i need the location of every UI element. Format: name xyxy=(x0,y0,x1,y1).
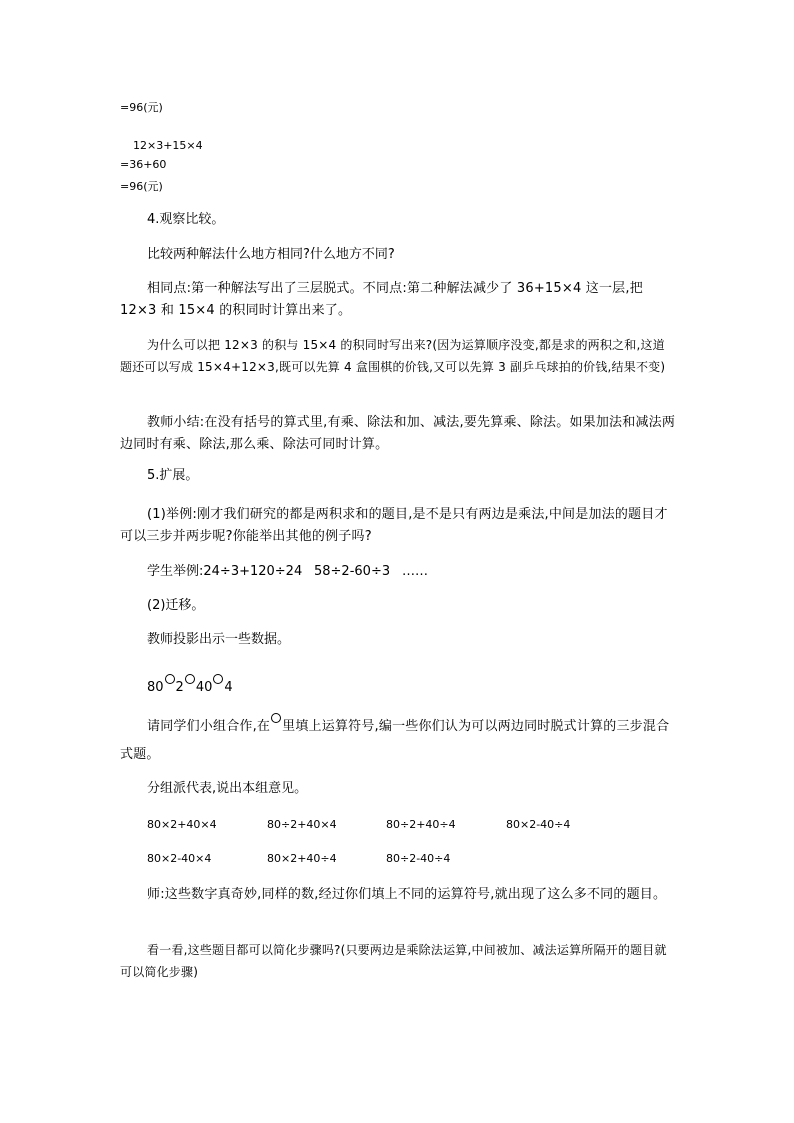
blank-circle-icon xyxy=(165,674,175,684)
expression-item: 80×2-40×4 xyxy=(147,852,212,865)
why-question: 为什么可以把 12×3 的积与 15×4 的积同时写出来?(因为运算顺序没变,都是求的两积之和,这道题还可以写成 15×4+12×3,既可以先算 4 盒围棋的价钱,又可以先算 3 副乒乓球拍的价钱,结果不变) xyxy=(120,338,666,374)
final-question: 看一看,这些题目都可以简化步骤吗?(只要两边是乘除法运算,中间被加、减法运算所隔开的题目就可以简化步骤) xyxy=(120,943,667,979)
teacher-remark: 师:这些数字真奇妙,同样的数,经过你们填上不同的运算符号,就出现了这么多不同的题目。 xyxy=(147,887,667,902)
blank-circle-icon xyxy=(271,713,281,723)
compare-answer: 相同点:第一种解法写出了三层脱式。不同点:第二种解法减少了 36+15×4 这一层,把 12×3 和 15×4 的积同时计算出来了。 xyxy=(120,281,643,318)
projection-text: 教师投影出示一些数据。 xyxy=(147,632,291,647)
expression-row-1 xyxy=(0,817,794,833)
expression-item: 80×2+40×4 xyxy=(147,818,217,831)
expression-item: 80÷2-40÷4 xyxy=(386,852,451,865)
calc-line-3: =36+60 xyxy=(120,158,167,171)
number-2: 2 xyxy=(175,680,184,695)
blank-circle-icon xyxy=(185,674,195,684)
calc-line-4: =96(元) xyxy=(120,180,163,193)
section-5-heading: 5.扩展。 xyxy=(147,468,199,483)
student-example-2: 58÷2-60÷3 xyxy=(314,564,391,579)
calc-line-2: 12×3+15×4 xyxy=(133,139,203,152)
transfer-heading: (2)迁移。 xyxy=(147,598,205,613)
expression-item: 80×2-40÷4 xyxy=(506,818,571,831)
blank-circle-icon xyxy=(213,674,223,684)
number-sequence xyxy=(147,674,233,696)
teacher-summary: 教师小结:在没有括号的算式里,有乘、除法和加、减法,要先算乘、除法。如果加法和减法两边同时有乘、除法,那么乘、除法可同时计算。 xyxy=(120,415,676,452)
expression-item: 80×2+40÷4 xyxy=(267,852,337,865)
expression-item: 80÷2+40×4 xyxy=(267,818,337,831)
number-4: 4 xyxy=(224,680,233,695)
compare-question: 比较两种解法什么地方相同?什么地方不同? xyxy=(147,247,395,262)
number-40: 40 xyxy=(195,680,213,695)
expression-item: 80÷2+40÷4 xyxy=(386,818,456,831)
student-example-1: 学生举例:24÷3+120÷24 xyxy=(147,564,303,579)
ellipsis: …… xyxy=(402,564,428,579)
expression-row-2 xyxy=(0,851,794,867)
section-4-heading: 4.观察比较。 xyxy=(147,212,225,227)
example-intro: (1)举例:刚才我们研究的都是两积求和的题目,是不是只有两边是乘法,中间是加法的题目才可以三步并两步呢?你能举出其他的例子吗? xyxy=(120,507,668,544)
group-report: 分组派代表,说出本组意见。 xyxy=(147,781,308,796)
number-80: 80 xyxy=(147,680,164,695)
calc-line-1: =96(元) xyxy=(120,101,163,114)
group-work-instruction: 请同学们小组合作,在 里填上运算符号,编一些你们认为可以两边同时脱式计算的三步混合式题。 xyxy=(120,713,676,769)
